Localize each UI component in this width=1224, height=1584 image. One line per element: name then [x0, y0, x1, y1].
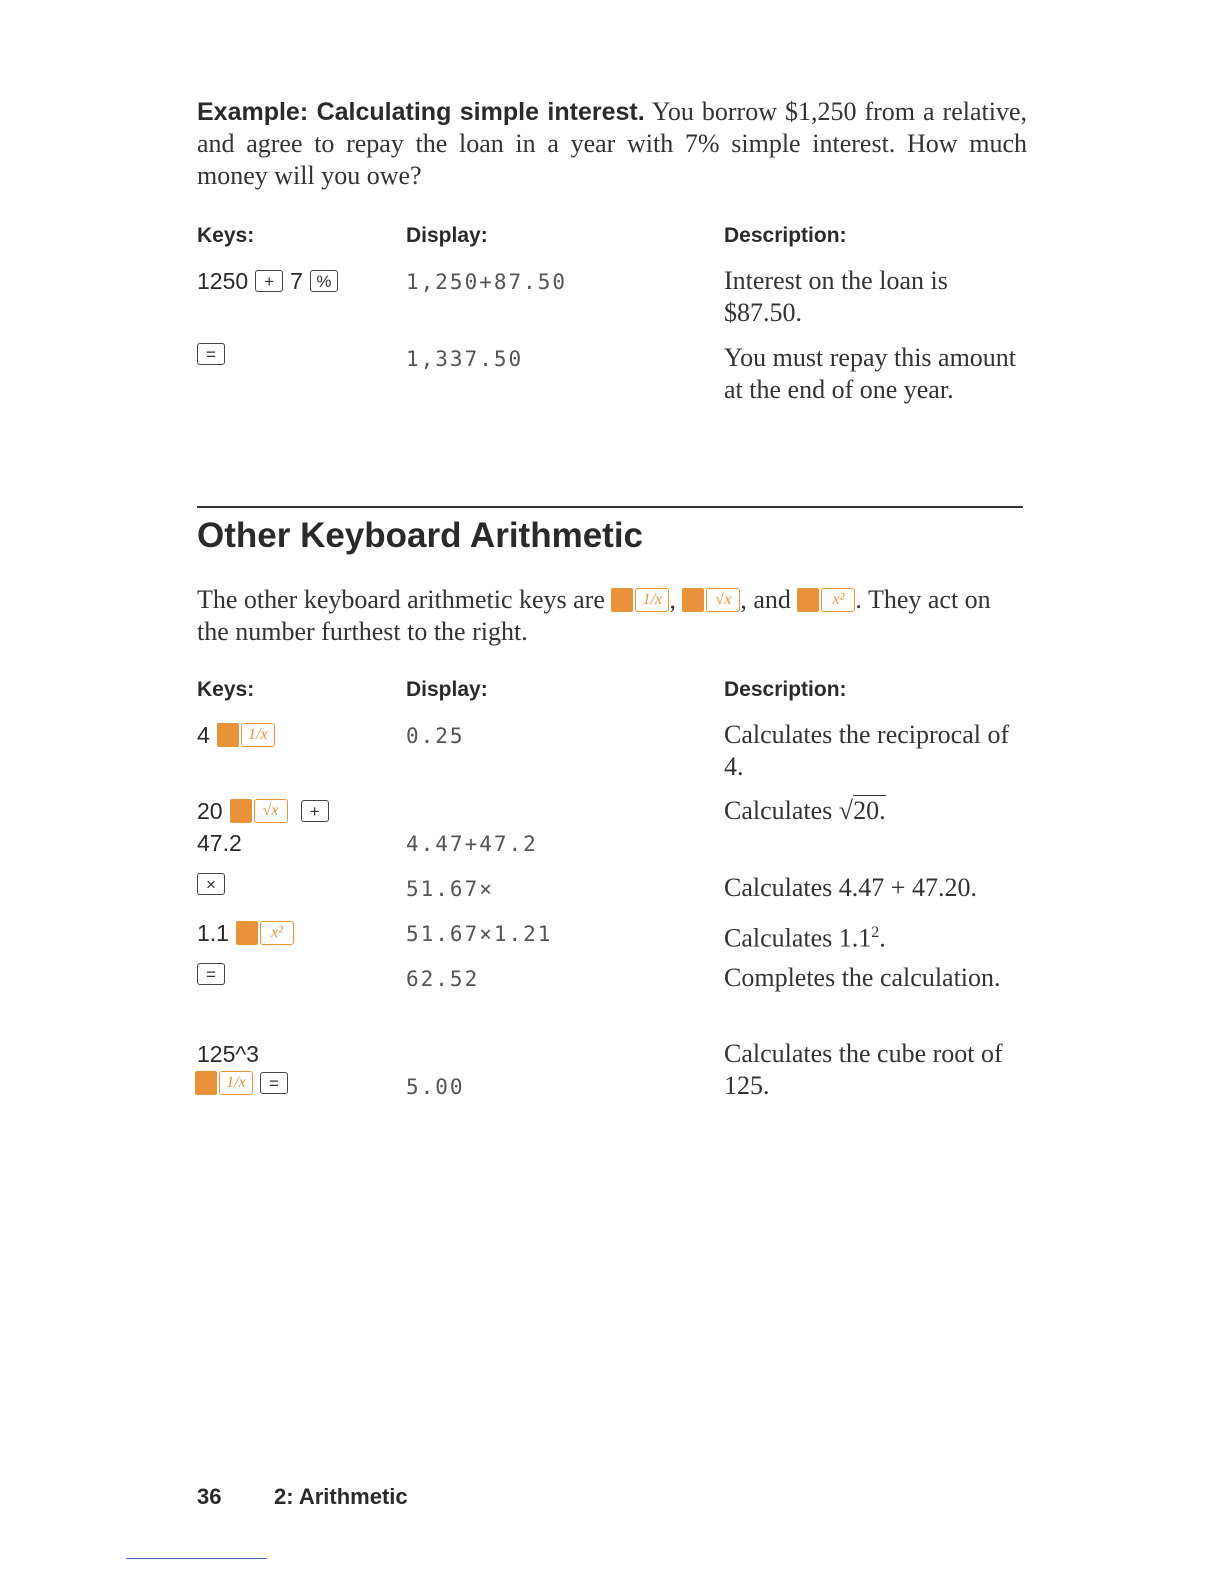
square-root-expression	[839, 795, 886, 825]
square-key-icon: x²	[260, 921, 294, 945]
reciprocal-key-group	[195, 1071, 253, 1095]
table2-row2-display: 4.47+47.2	[406, 832, 538, 856]
shift-key-icon	[236, 921, 258, 945]
shift-key-icon	[797, 588, 819, 612]
plus-key-icon: +	[255, 270, 283, 292]
keys-number: 125^3	[197, 1041, 259, 1067]
radical-sign-icon: √	[838, 796, 854, 825]
table2-row4-description	[724, 917, 1024, 955]
reciprocal-key-group	[217, 723, 275, 747]
keys-number: 1.1	[197, 920, 229, 946]
reciprocal-key-group	[611, 588, 669, 612]
table2-row2-keys	[197, 796, 329, 826]
description-header-2: Description:	[724, 678, 847, 701]
reciprocal-key-icon: 1/x	[635, 588, 669, 612]
table2-row5-keys	[197, 963, 225, 985]
table2-row3-keys	[197, 873, 225, 895]
table2-row2-description	[724, 795, 1024, 827]
percent-key-icon: %	[310, 270, 338, 292]
table2-row1-display: 0.25	[406, 724, 465, 748]
superscript: 2	[871, 924, 880, 941]
square-key-group	[236, 921, 294, 945]
example-text: You borrow $1,250 from a relative, and agree to repay the loan in a year with 7% simple interest. How much money will you owe?	[197, 97, 1027, 190]
separator: ,	[669, 585, 676, 614]
description-suffix: .	[879, 923, 886, 953]
reciprocal-key-icon: 1/x	[241, 723, 275, 747]
table2-row2-keys-line2	[197, 828, 242, 858]
sqrt-key-icon: √x	[254, 799, 288, 823]
square-key-group	[797, 588, 855, 612]
table1-row2-keys	[197, 343, 225, 365]
equals-key-icon: =	[197, 343, 225, 365]
shift-key-icon	[217, 723, 239, 747]
equals-key-icon: =	[197, 963, 225, 985]
table2-row6-keys-line2	[195, 1071, 288, 1095]
table2-row1-keys	[197, 720, 275, 750]
keys-number: 4	[197, 722, 210, 748]
section-paragraph	[197, 584, 1027, 648]
page-number: 36	[197, 1484, 222, 1509]
table2-row6-keys	[197, 1039, 259, 1069]
sqrt-key-group	[682, 588, 740, 612]
square-key-icon: x²	[821, 588, 855, 612]
table2-row3-display: 51.67×	[406, 877, 494, 901]
separator: , and	[740, 585, 791, 614]
keys-header-1: Keys:	[197, 224, 255, 247]
keys-number: 47.2	[197, 830, 242, 856]
table2-row4-keys	[197, 918, 294, 948]
keys-number: 20	[197, 798, 223, 824]
sqrt-key-icon: √x	[706, 588, 740, 612]
example-paragraph	[197, 96, 1027, 192]
chapter-title: 2: Arithmetic	[274, 1484, 408, 1509]
table2-row4-display: 51.67×1.21	[406, 922, 553, 946]
table1-row2-description: You must repay this amount at the end of one year.	[724, 343, 1017, 404]
section-title: Other Keyboard Arithmetic	[197, 516, 644, 555]
table1-row1-keys	[197, 266, 338, 296]
footer-divider	[126, 1558, 267, 1559]
table2-row1-description: Calculates the reciprocal of 4.	[724, 720, 1010, 781]
section-divider	[197, 506, 1023, 508]
table2-row3-description: Calculates 4.47 + 47.20.	[724, 873, 977, 902]
separator: .	[855, 585, 862, 614]
table2-row5-description: Completes the calculation.	[724, 963, 1001, 992]
display-header-2: Display:	[406, 678, 488, 701]
keys-number: 1250	[197, 268, 249, 294]
description-prefix: Calculates 1.1	[724, 923, 872, 953]
reciprocal-key-icon: 1/x	[219, 1071, 253, 1095]
table1-row2-display: 1,337.50	[406, 347, 524, 371]
sqrt-key-group	[230, 799, 288, 823]
table1-row1-display: 1,250+87.50	[406, 270, 568, 294]
para-start: The other keyboard arithmetic keys are	[197, 585, 605, 614]
shift-key-icon	[230, 799, 252, 823]
shift-key-icon	[611, 588, 633, 612]
table2-row6-display: 5.00	[406, 1075, 465, 1099]
table2-row5-display: 62.52	[406, 967, 480, 991]
para-end: They act on the number furthest to the right.	[197, 585, 991, 646]
times-key-icon: ×	[197, 873, 225, 895]
example-lead: Example: Calculating simple interest.	[197, 98, 645, 126]
table1-row1-description: Interest on the loan is $87.50.	[724, 266, 948, 327]
shift-key-icon	[195, 1071, 217, 1095]
description-prefix: Calculates	[724, 796, 833, 825]
display-header-1: Display:	[406, 224, 488, 247]
description-header-1: Description:	[724, 224, 847, 247]
radicand: 20.	[853, 796, 886, 825]
equals-key-icon: =	[260, 1072, 288, 1094]
shift-key-icon	[682, 588, 704, 612]
keys-number: 7	[290, 268, 303, 294]
plus-key-icon: +	[301, 800, 329, 822]
table2-row6-description: Calculates the cube root of 125.	[724, 1039, 1003, 1100]
keys-header-2: Keys:	[197, 678, 255, 701]
